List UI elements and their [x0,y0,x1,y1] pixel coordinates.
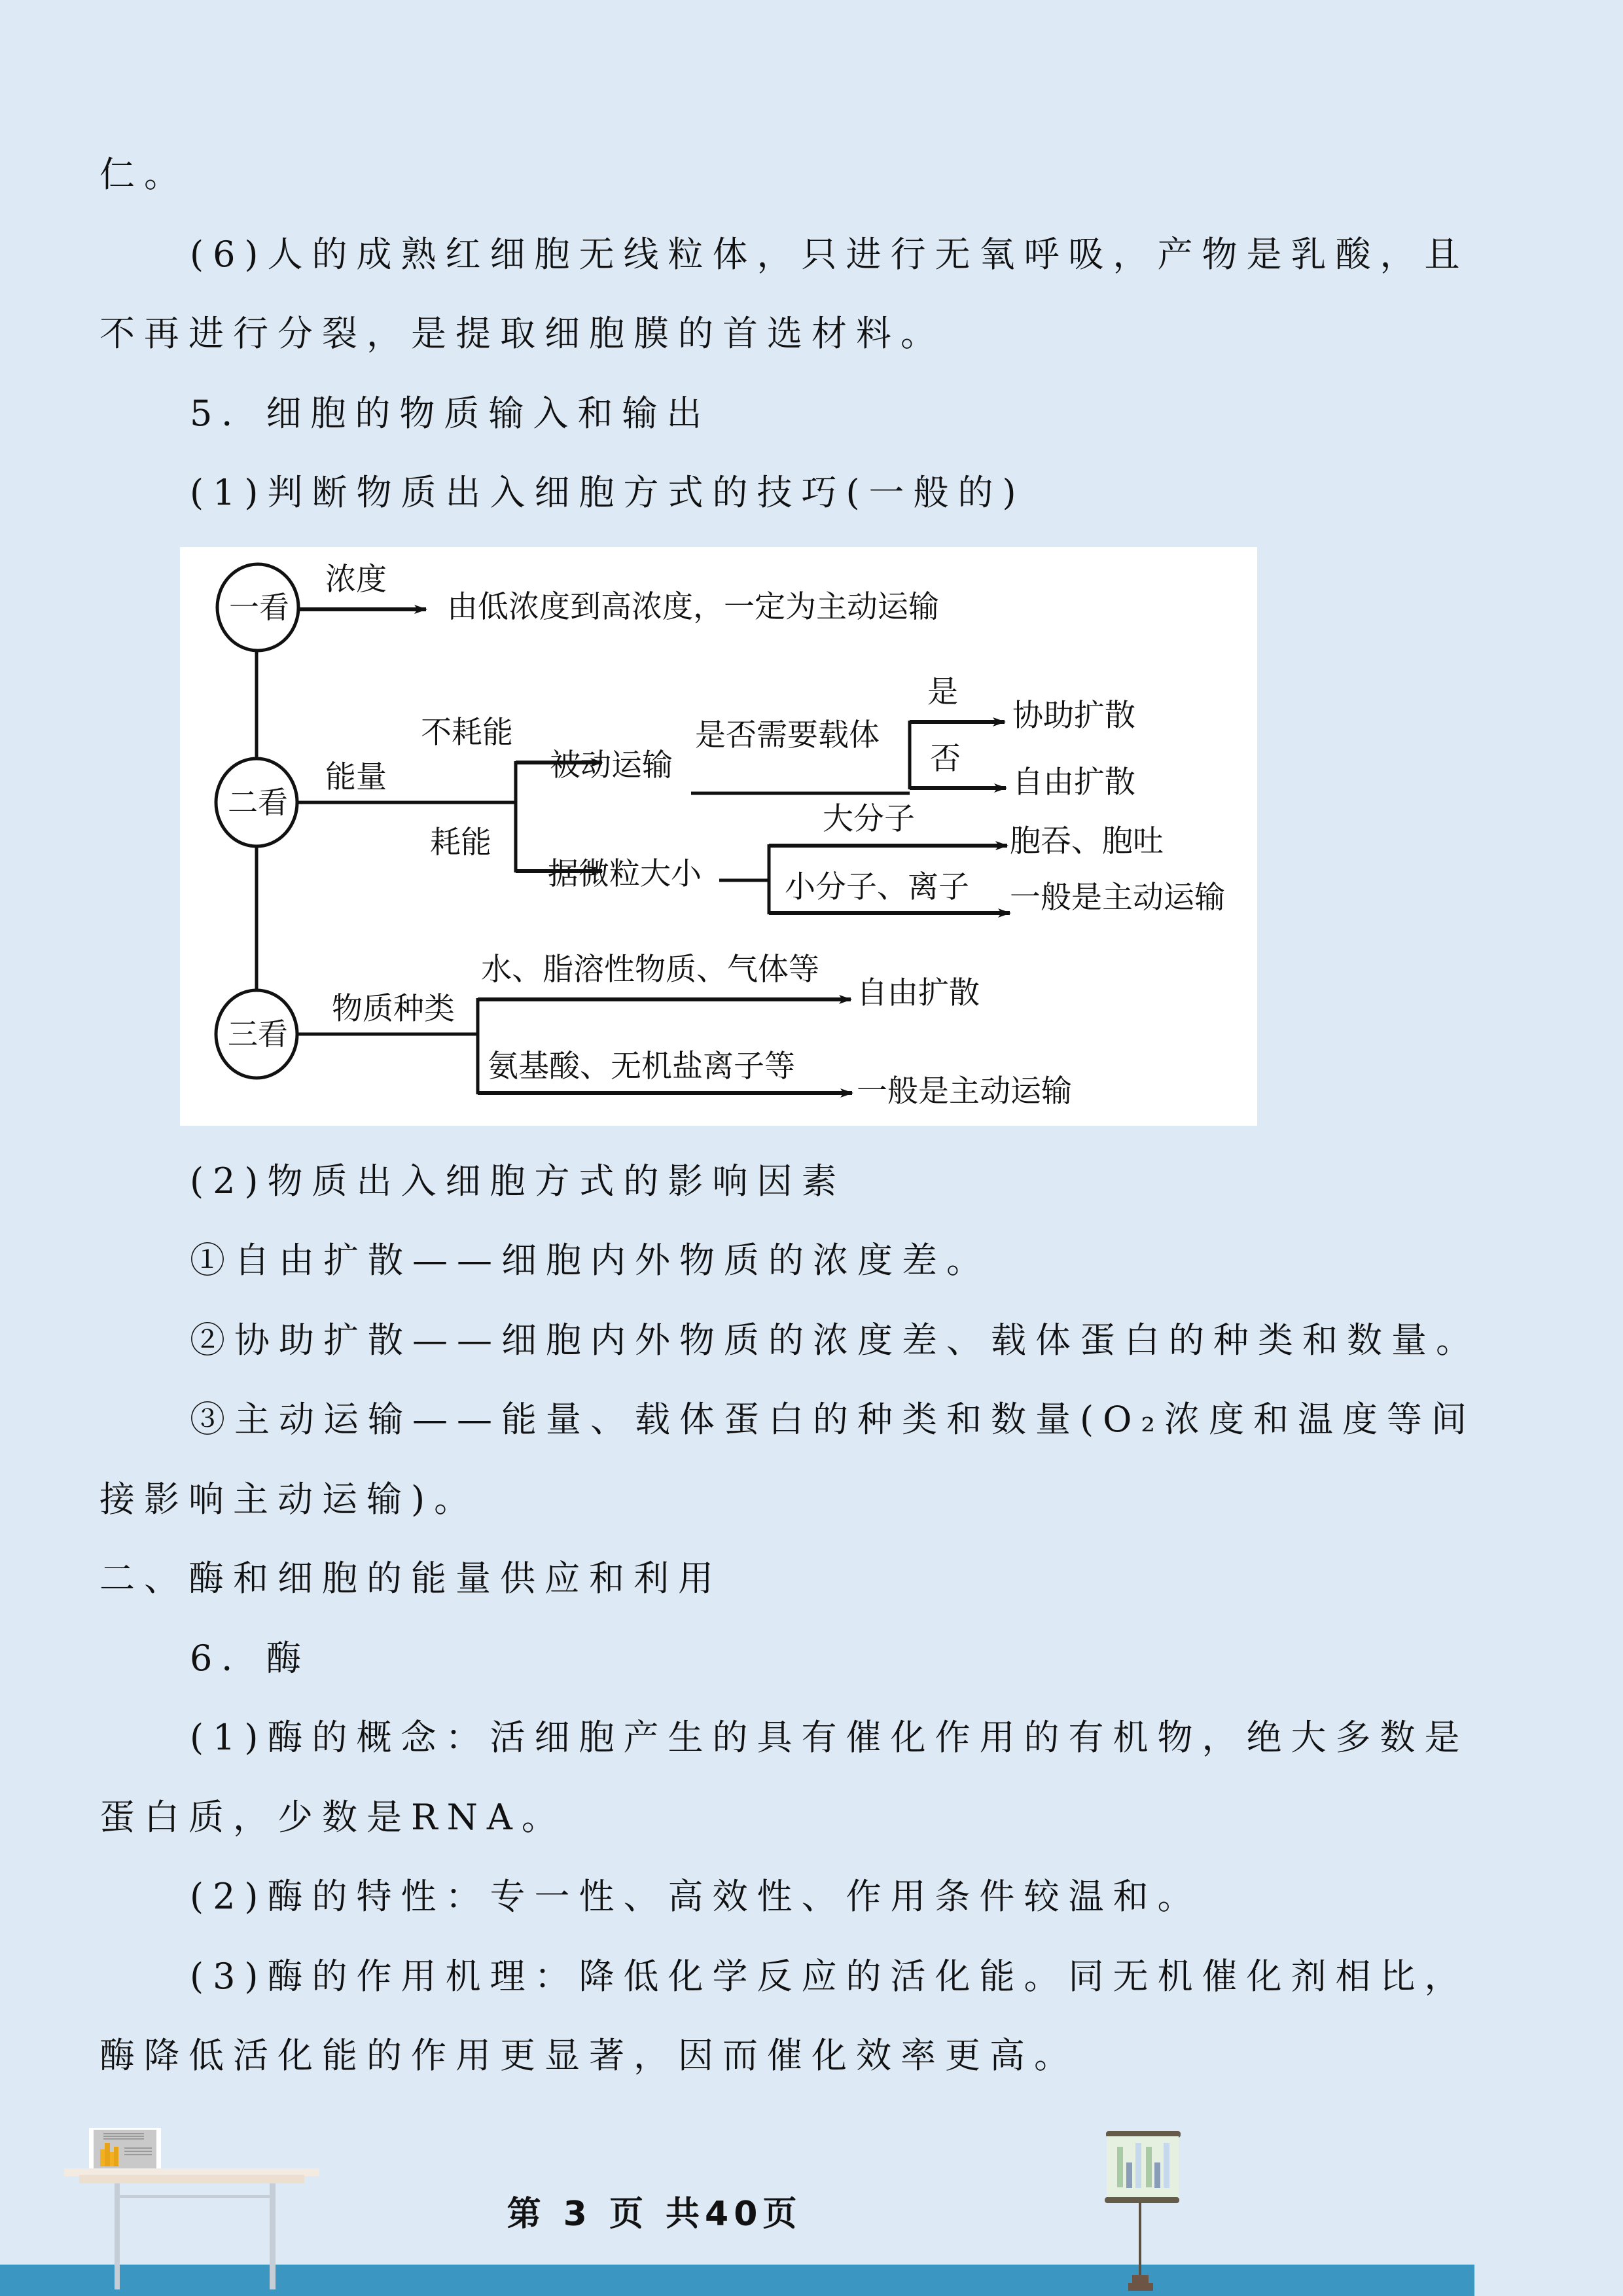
label-amino-acids-ions: 氨基酸、无机盐离子等 [488,1049,795,1085]
label-water-lipid-gas: 水、脂溶性物质、气体等 [481,952,819,988]
node-look2: 二看 [228,785,288,820]
result-endo-exocytosis: 胞吞、胞吐 [1010,823,1164,859]
result-free-diffusion: 自由扩散 [1012,764,1135,800]
subheading-transport-techniques: (1)判断物质出入细胞方式的技巧(一般的) [190,472,1026,513]
factor-facilitated-diffusion: ②协助扩散——细胞内外物质的浓度差、载体蛋白的种类和数量。 [190,1319,1480,1361]
factor-free-diffusion: ①自由扩散——细胞内外物质的浓度差。 [190,1240,991,1281]
enzyme-properties: (2)酶的特性：专一性、高效性、作用条件较温和。 [190,1876,1202,1917]
result-facilitated-diffusion: 协助扩散 [1012,698,1135,734]
label-energy: 能量 [325,759,387,795]
transport-mode-flowchart [180,547,1257,1126]
node-passive-transport: 被动运输 [550,747,673,783]
label-no: 否 [930,741,961,777]
result-usually-active-transport-2: 一般是主动运输 [857,1073,1072,1109]
result-active-transport-low-to-high: 由低浓度到高浓度，一定为主动运输 [447,589,939,625]
paragraph-red-blood-cell-cont: 不再进行分裂，是提取细胞膜的首选材料。 [99,313,945,354]
label-substance-type: 物质种类 [332,991,455,1027]
label-consumes-energy: 耗能 [430,825,491,861]
node-look3: 三看 [228,1016,288,1052]
node-look1: 一看 [229,590,289,625]
enzyme-mechanism: (3)酶的作用机理：降低化学反应的活化能。同无机催化剂相比， [190,1956,1469,1997]
page-number: 第 3 页 共40页 [507,2195,802,2234]
section-heading-6: 6．酶 [190,1638,311,1679]
node-by-particle-size: 据微粒大小 [548,856,702,892]
factor-active-transport-cont: 接影响主动运输)。 [99,1479,479,1520]
label-yes: 是 [927,674,958,710]
result-usually-active-transport: 一般是主动运输 [1010,880,1225,916]
result-free-diffusion-2: 自由扩散 [857,975,980,1011]
label-needs-carrier: 是否需要载体 [695,717,880,753]
subheading-influencing-factors: (2)物质出入细胞方式的影响因素 [190,1160,846,1202]
factor-active-transport: ③主动运输——能量、载体蛋白的种类和数量(O₂浓度和温度等间 [190,1399,1476,1440]
enzyme-mechanism-cont: 酶降低活化能的作用更显著，因而催化效率更高。 [99,2035,1079,2076]
section-heading-5: 5．细胞的物质输入和输出 [190,393,711,434]
label-small-molecule-ion: 小分子、离子 [785,869,969,905]
enzyme-concept-cont: 蛋白质，少数是RNA。 [99,1797,566,1838]
paragraph-red-blood-cell: (6)人的成熟红细胞无线粒体，只进行无氧呼吸，产物是乳酸，且 [190,234,1469,275]
label-concentration: 浓度 [325,562,387,598]
label-macromolecule: 大分子 [823,801,915,837]
enzyme-concept: (1)酶的概念：活细胞产生的具有催化作用的有机物，绝大多数是 [190,1717,1469,1758]
label-no-energy: 不耗能 [421,715,513,751]
section-heading-enzymes-energy: 二、酶和细胞的能量供应和利用 [99,1558,722,1599]
paragraph-continuation: 仁。 [99,154,188,195]
